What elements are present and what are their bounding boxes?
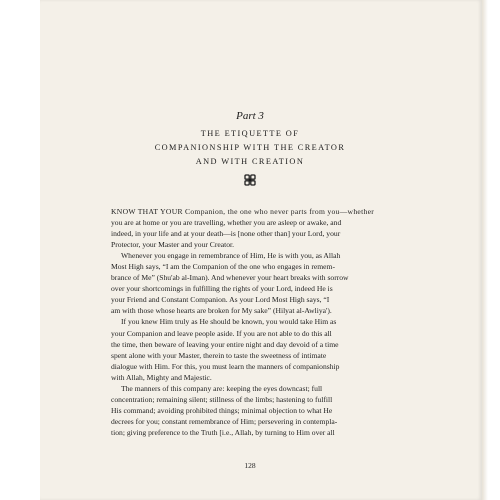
body-line: over your shortcomings in fulfilling the rights of your Lord, indeed He is <box>111 284 333 294</box>
body-line: indeed, in your life and at your death—is [none other than] your Lord, your <box>111 229 341 239</box>
body-line: decrees for you; constant remembrance of Him; persevering in contempla- <box>111 416 338 426</box>
chapter-title-line-2: COMPANIONSHIP WITH THE CREATOR <box>154 143 346 152</box>
part-label: Part 3 <box>236 110 264 122</box>
body-line: with Allah, Mighty and Majestic. <box>111 372 212 382</box>
body-line: am with those whose hearts are broken for My sake” (Hilyat al-Awliya'). <box>111 306 332 316</box>
body-line: If you knew Him truly as He should be known, you would take Him as <box>121 317 337 327</box>
chapter-title-line-1: THE ETIQUETTE OF <box>200 129 300 138</box>
body-line: tion; giving preference to the Truth [i.e., Allah, by turning to Him over all <box>111 427 335 437</box>
body-line: the time, then beware of leaving your entire night and day devoid of a time <box>111 339 339 349</box>
body-line: your Friend and Constant Companion. As your Lord Most High says, “I <box>111 295 330 305</box>
body-line: spent alone with your Master, therein to taste the sweetness of intimate <box>111 350 327 360</box>
knot-ornament-icon <box>244 174 256 186</box>
body-text <box>111 206 391 438</box>
body-line: Protector, your Master and your Creator. <box>111 240 235 250</box>
body-line: Whenever you engage in remembrance of Him, He is with you, as Allah <box>121 251 341 261</box>
body-line: KNOW THAT YOUR Companion, the one who never parts from you—whether <box>111 207 375 216</box>
chapter-title <box>0 127 500 169</box>
page-number: 128 <box>244 461 256 470</box>
page-edge <box>482 0 488 500</box>
body-line: you are at home or you are travelling, whether you are asleep or awake, and <box>111 218 342 228</box>
chapter-title-line-3: AND WITH CREATION <box>195 157 305 166</box>
body-line: concentration; remaining silent; stillness of the limbs; hastening to fulfill <box>111 394 333 404</box>
body-line: dialogue with Him. For this, you must learn the manners of companionship <box>111 361 340 371</box>
body-line: brance of Me” (Shu'ab al-Iman). And whenever your heart breaks with sorrow <box>111 273 349 283</box>
body-line: your Companion and leave people aside. If you are not able to do this all <box>111 328 332 338</box>
body-line: His command; avoiding prohibited things; minimal objection to what He <box>111 405 333 415</box>
body-line: Most High says, “I am the Companion of the one who engages in remem- <box>111 262 335 272</box>
body-line: The manners of this company are: keeping the eyes downcast; full <box>121 383 323 393</box>
